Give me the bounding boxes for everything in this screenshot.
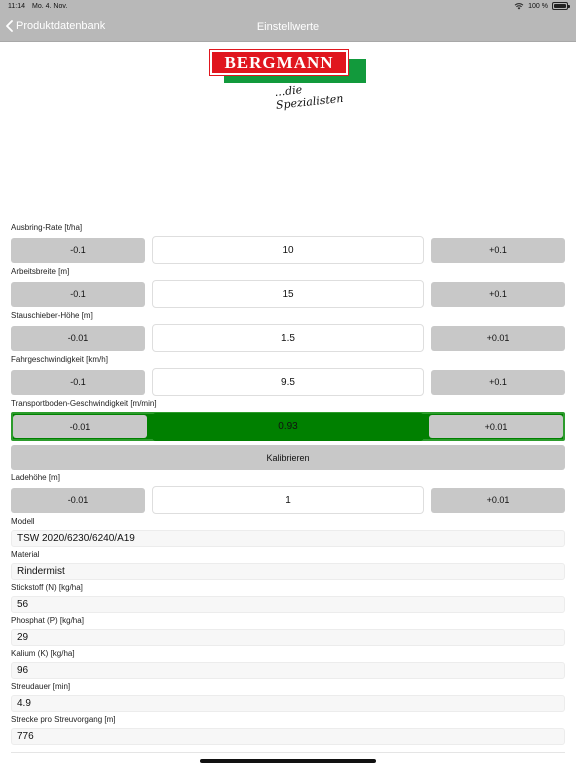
info-value: Rindermist <box>11 563 565 580</box>
decrement-button[interactable]: -0.1 <box>11 238 145 263</box>
stepper-row-highlighted <box>11 412 565 441</box>
navigation-bar <box>0 14 576 42</box>
stepper-row <box>11 236 565 264</box>
field-label: Streudauer [min] <box>11 682 71 691</box>
decrement-button[interactable]: -0.1 <box>11 282 145 307</box>
info-strecke <box>11 712 565 745</box>
field-label: Strecke pro Streuvorgang [m] <box>11 715 116 724</box>
field-label: Modell <box>11 517 35 526</box>
increment-button[interactable]: +0.01 <box>429 415 563 438</box>
stepper-ausbring-rate <box>11 220 565 264</box>
info-kalium <box>11 646 565 679</box>
status-date: Mo. 4. Nov. <box>32 3 68 10</box>
info-stickstoff <box>11 580 565 613</box>
stepper-row <box>11 486 565 514</box>
decrement-button[interactable]: -0.1 <box>11 370 145 395</box>
increment-button[interactable]: +0.1 <box>431 282 565 307</box>
stepper-row <box>11 280 565 308</box>
home-indicator[interactable] <box>200 759 376 763</box>
field-label: Phosphat (P) [kg/ha] <box>11 616 84 625</box>
value-field[interactable]: 15 <box>152 280 424 308</box>
status-right <box>514 2 568 10</box>
logo-slogan: ...die Spezialisten <box>274 83 345 112</box>
info-modell <box>11 514 565 547</box>
field-label: Stickstoff (N) [kg/ha] <box>11 583 83 592</box>
stepper-row <box>11 324 565 352</box>
bergmann-logo <box>210 48 370 112</box>
field-label: Ausbring-Rate [t/ha] <box>11 223 83 232</box>
info-value: 96 <box>11 662 565 679</box>
increment-button[interactable]: +0.1 <box>431 238 565 263</box>
battery-icon <box>552 2 568 10</box>
value-field[interactable]: 0.93 <box>152 413 424 441</box>
value-field[interactable]: 9.5 <box>152 368 424 396</box>
field-label: Ladehöhe [m] <box>11 473 60 482</box>
decrement-button[interactable]: -0.01 <box>11 488 145 513</box>
info-value: TSW 2020/6230/6240/A19 <box>11 530 565 547</box>
stepper-fahrgeschwindigkeit <box>11 352 565 396</box>
field-label: Fahrgeschwindigkeit [km/h] <box>11 355 108 364</box>
logo-red-box <box>210 50 348 75</box>
info-value: 29 <box>11 629 565 646</box>
value-field[interactable]: 10 <box>152 236 424 264</box>
battery-percent: 100 % <box>528 2 548 10</box>
status-bar <box>0 0 576 14</box>
info-value: 4.9 <box>11 695 565 712</box>
info-phosphat <box>11 613 565 646</box>
increment-button[interactable]: +0.01 <box>431 326 565 351</box>
field-label: Arbeitsbreite [m] <box>11 267 70 276</box>
status-time: 11:14 <box>8 3 25 10</box>
stepper-row <box>11 368 565 396</box>
field-label: Kalium (K) [kg/ha] <box>11 649 75 658</box>
field-label: Stauschieber-Höhe [m] <box>11 311 93 320</box>
info-value: 56 <box>11 596 565 613</box>
calibrate-button[interactable]: Kalibrieren <box>11 445 565 470</box>
value-field[interactable]: 1 <box>152 486 424 514</box>
info-value: 776 <box>11 728 565 745</box>
logo-brand-text: BERGMANN <box>224 52 334 72</box>
decrement-button[interactable]: -0.01 <box>13 415 147 438</box>
back-button-label: Produktdatenbank <box>16 20 106 32</box>
page-title: Einstellwerte <box>256 21 320 33</box>
info-streudauer <box>11 679 565 712</box>
field-label: Material <box>11 550 40 559</box>
divider <box>11 752 565 753</box>
increment-button[interactable]: +0.1 <box>431 370 565 395</box>
stepper-ladehoehe <box>11 470 565 514</box>
field-label: Transportboden-Geschwindigkeit [m/min] <box>11 399 157 408</box>
info-material <box>11 547 565 580</box>
stepper-transportboden-geschwindigkeit <box>11 396 565 441</box>
stepper-arbeitsbreite <box>11 264 565 308</box>
stepper-stauschieber-hoehe <box>11 308 565 352</box>
value-field[interactable]: 1.5 <box>152 324 424 352</box>
settings-form <box>11 220 565 745</box>
wifi-icon <box>514 2 524 10</box>
increment-button[interactable]: +0.01 <box>431 488 565 513</box>
decrement-button[interactable]: -0.01 <box>11 326 145 351</box>
